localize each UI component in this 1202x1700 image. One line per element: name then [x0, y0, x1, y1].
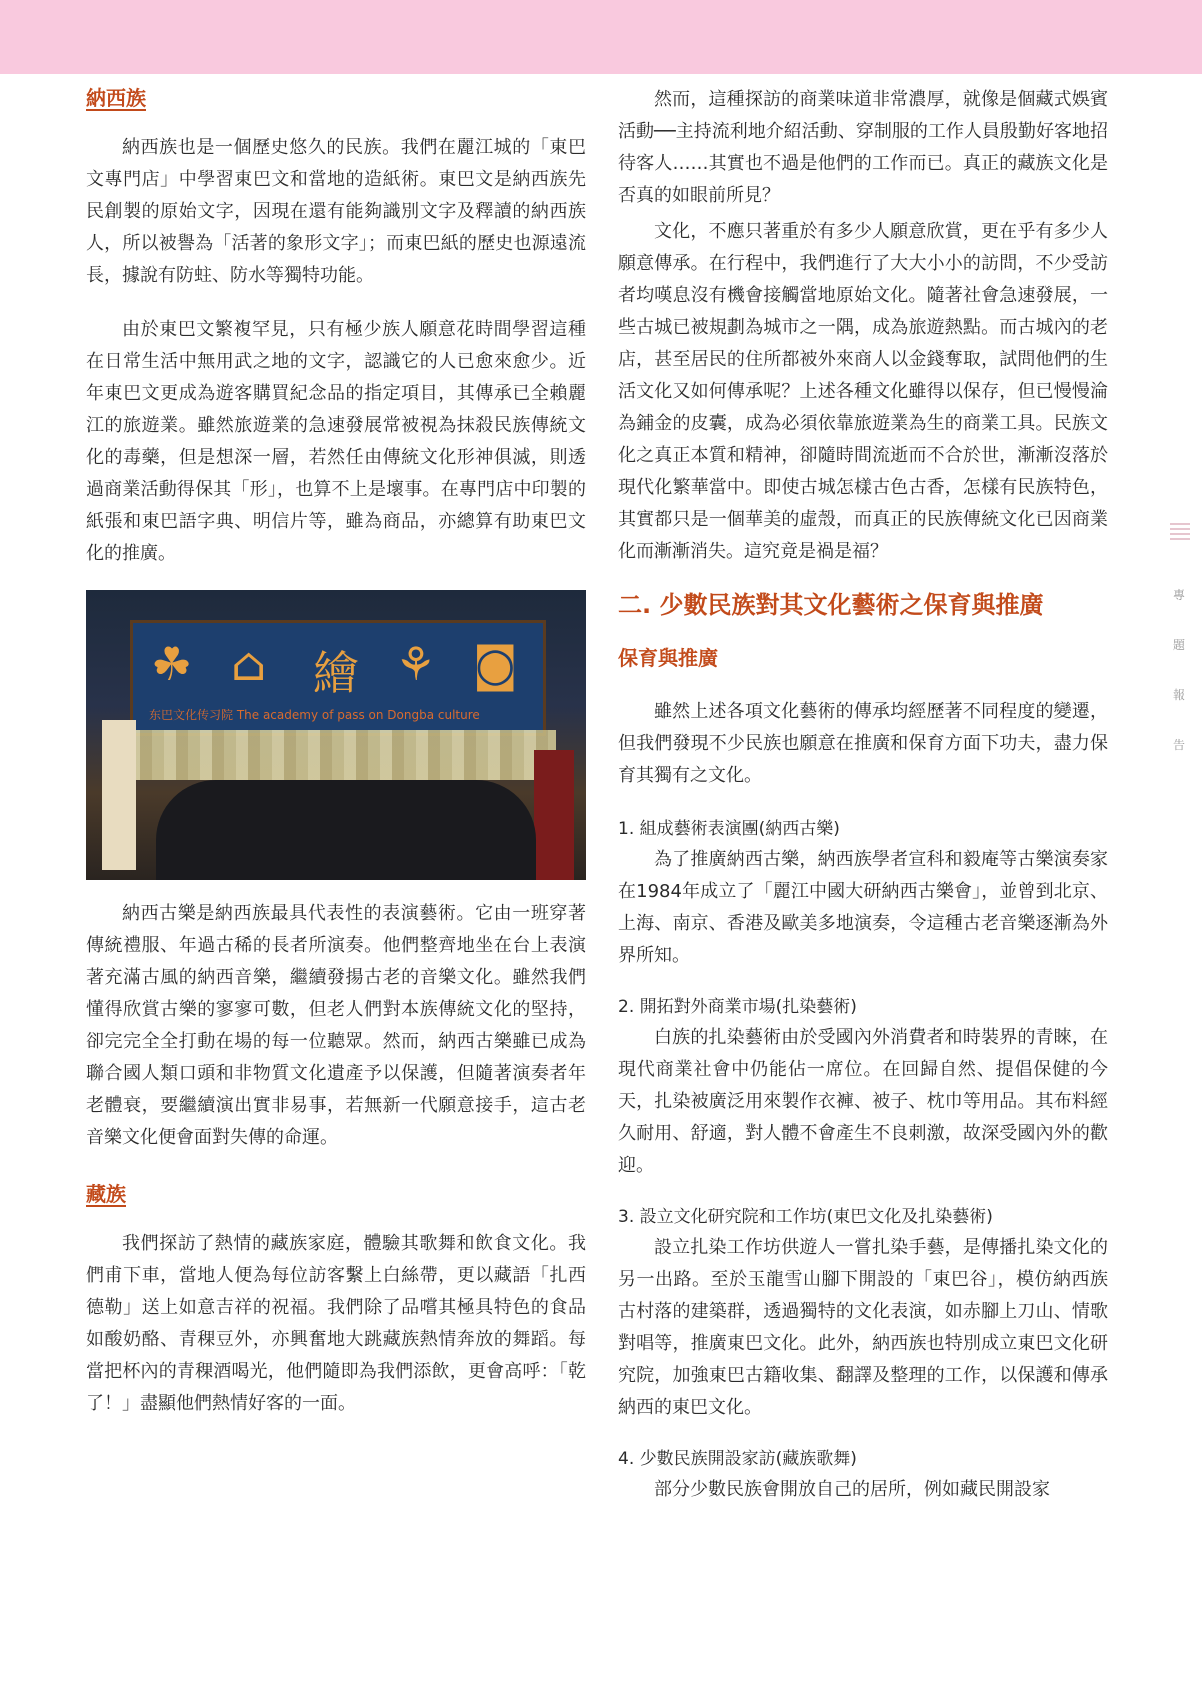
- naxi-heading: 納西族: [86, 86, 146, 110]
- list-item-text: 部分少數民族會開放自己的居所，例如藏民開設家: [654, 1479, 1050, 1500]
- list-item-title: 2. 開拓對外商業市場(扎染藝術): [618, 997, 857, 1017]
- list-item: [618, 992, 1108, 1182]
- visitor-group: [156, 780, 536, 880]
- sign-glyph: ⚘: [395, 637, 437, 691]
- paper-ceiling: [116, 730, 556, 780]
- list-item-text: 為了推廣納西古樂，納西族學者宣科和毅庵等古樂演奏家在1984年成立了「麗江中國大研納西古樂會」，並曾到北京、上海、南京、香港及歐美多地演奏，令這種古老音樂逐漸為外界所知。: [618, 849, 1108, 966]
- sign-glyph: 繪: [313, 646, 359, 700]
- sign-glyph: ◙: [473, 637, 518, 691]
- right-paragraph-3: 雖然上述各項文化藝術的傳承均經歷著不同程度的變遷，但我們發現不少民族也願意在推廣和保育方面下功夫，盡力保育其獨有之文化。: [618, 701, 1108, 786]
- academy-sign: [130, 620, 546, 736]
- right-column: [618, 84, 1108, 1506]
- right-paragraph-1: 然而，這種探訪的商業味道非常濃厚，就像是個藏式娛賓活動──主持流利地介紹活動、穿制服的工作人員殷勤好客地招待客人……其實也不過是他們的工作而已。真正的藏族文化是否真的如眼前所見？: [618, 89, 1108, 206]
- list-item-title: 1. 組成藝術表演團(納西古樂): [618, 819, 840, 839]
- list-item-text: 白族的扎染藝術由於受國內外消費者和時裝界的青睞，在現代商業社會中仍能佔一席位。在回歸自然、提倡保健的今天，扎染被廣泛用來製作衣褲、被子、枕巾等用品。其布料經久耐用、舒適，對人體不會產生不良刺激，故深受國內外的歡迎。: [618, 1027, 1108, 1176]
- list-item: [618, 1202, 1108, 1424]
- list-item: [618, 814, 1108, 972]
- left-column: [86, 84, 586, 1420]
- list-item-title: 4. 少數民族開設家訪(藏族歌舞): [618, 1449, 857, 1469]
- list-item-title: 3. 設立文化研究院和工作坊(東巴文化及扎染藝術): [618, 1207, 993, 1227]
- naxi-paragraph-3: 納西古樂是納西族最具代表性的表演藝術。它由一班穿著傳統禮服、年過古稀的長者所演奏。他們整齊地坐在台上表演著充滿古風的納西音樂，繼續發揚古老的音樂文化。雖然我們懂得欣賞古樂的寥寥可數，但老人們對本族傳統文化的堅持，卻完完全全打動在場的每一位聽眾。然而，納西古樂雖已成為聯合國人類口頭和非物質文化遺產予以保護，但隨著演奏者年老體衰，要繼續演出實非易事，若無新一代願意接手，這古老音樂文化便會面對失傳的命運。: [86, 903, 586, 1148]
- dongba-academy-photo: [86, 590, 586, 880]
- section-title: 二. 少數民族對其文化藝術之保育與推廣: [618, 591, 1044, 619]
- right-paragraph-2: 文化，不應只著重於有多少人願意欣賞，更在乎有多少人願意傳承。在行程中，我們進行了大大小小的訪問，不少受訪者均嘆息沒有機會接觸當地原始文化。隨著社會急速發展，一些古城已被規劃為城市之一隅，成為旅遊熱點。而古城內的老店，甚至居民的住所都被外來商人以金錢奪取，試問他們的生活文化又如何傳承呢？上述各種文化雖得以保存，但已慢慢淪為鋪金的皮囊，成為必須依靠旅遊業為生的商業工具。民族文化之真正本質和精神，卻隨時間流逝而不合於世，漸漸沒落於現代化繁華當中。即使古城怎樣古色古香，怎樣有民族特色，其實都只是一個華美的虛殼，而真正的民族傳統文化已因商業化而漸漸消失。這究竟是禍是福？: [618, 221, 1108, 562]
- tibet-paragraph-1: 我們探訪了熱情的藏族家庭，體驗其歌舞和飲食文化。我們甫下車，當地人便為每位訪客繫上白絲帶，更以藏語「扎西德勒」送上如意吉祥的祝福。我們除了品嚐其極具特色的食品如酸奶酪、青稞豆外，亦興奮地大跳藏族熱情奔放的舞蹈。每當把杯內的青稞酒喝光，他們隨即為我們添飲，更會高呼：「乾了！」盡顯他們熱情好客的一面。: [86, 1233, 586, 1414]
- sign-glyph: ☘: [151, 637, 193, 691]
- list-item-text: 設立扎染工作坊供遊人一嘗扎染手藝，是傳播扎染文化的另一出路。至於玉龍雪山腳下開設的「東巴谷」，模仿納西族古村落的建築群，透過獨特的文化表演，如赤腳上刀山、情歌對唱等，推廣東巴文化。此外，納西族也特別成立東巴文化研究院，加強東巴古籍收集、翻譯及整理的工作，以保護和傳承納西的東巴文化。: [618, 1237, 1108, 1418]
- side-char: 題: [1172, 638, 1185, 652]
- tibet-heading: 藏族: [86, 1182, 126, 1206]
- conservation-heading: 保育與推廣: [618, 646, 718, 670]
- side-char: 報: [1172, 688, 1185, 702]
- naxi-paragraph-2: 由於東巴文繁複罕見，只有極少族人願意花時間學習這種在日常生活中無用武之地的文字，認識它的人已愈來愈少。近年東巴文更成為遊客購買紀念品的指定項目，其傳承已全賴麗江的旅遊業。雖然旅遊業的急速發展常被視為抹殺民族傳統文化的毒藥，但是想深一層，若然任由傳統文化形神俱滅，則透過商業活動得保其「形」，也算不上是壞事。在專門店中印製的紙張和東巴語字典、明信片等，雖為商品，亦總算有助東巴文化的推廣。: [86, 319, 586, 564]
- side-section-label: [1172, 570, 1186, 770]
- list-item: [618, 1444, 1108, 1506]
- sign-glyph: ⌂: [231, 637, 267, 691]
- side-char: 專: [1172, 588, 1185, 602]
- naxi-paragraph-1: 納西族也是一個歷史悠久的民族。我們在麗江城的「東巴文專門店」中學習東巴文和當地的造紙術。東巴文是納西族先民創製的原始文字，因現在還有能夠識別文字及釋讀的納西族人，所以被譽為「活著的象形文字」；而東巴紙的歷史也源遠流長，據說有防蛀、防水等獨特功能。: [86, 137, 586, 286]
- side-decoration: [1170, 520, 1190, 540]
- hanging-scroll-right: [534, 750, 574, 880]
- sign-subtitle: 东巴文化传习院 The academy of pass on Dongba culture: [149, 708, 480, 722]
- header-band: [0, 0, 1202, 74]
- side-char: 告: [1172, 738, 1185, 752]
- hanging-scroll-left: [102, 720, 136, 870]
